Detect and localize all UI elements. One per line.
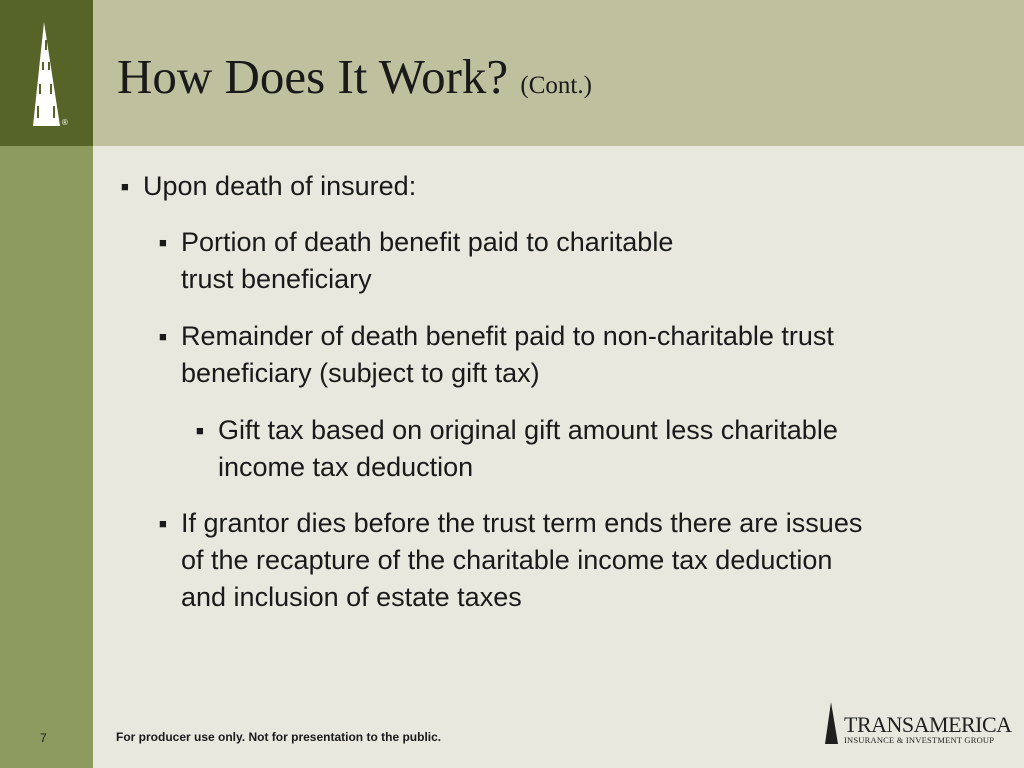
bullet-text-line: Gift tax based on original gift amount less charitable [218, 415, 838, 445]
bullet-item-level2 [159, 318, 981, 392]
pyramid-tower-small-icon [822, 702, 842, 746]
bullet-square-icon: ■ [121, 179, 129, 194]
brand-subtitle: INSURANCE & INVESTMENT GROUP [844, 735, 995, 745]
bullet-item-level2 [159, 224, 981, 298]
transamerica-logo [822, 702, 1012, 750]
bullet-square-icon: ■ [196, 423, 204, 438]
bullet-text-line: and inclusion of estate taxes [181, 582, 522, 612]
bullet-text-line: beneficiary (subject to gift tax) [181, 358, 540, 388]
bullet-square-icon: ■ [159, 516, 167, 531]
bullet-text-line: income tax deduction [218, 452, 474, 482]
bullet-item-level3 [196, 412, 978, 486]
pyramid-tower-icon [0, 0, 93, 146]
slide-title [117, 49, 592, 104]
bullet-text-line: of the recapture of the charitable income tax deduction [181, 545, 833, 575]
bullet-text-line: Portion of death benefit paid to charitable [181, 227, 674, 257]
page-number: 7 [40, 731, 47, 745]
logo-box [0, 0, 93, 146]
bullet-text-line: trust beneficiary [181, 264, 372, 294]
bullet-item-level1 [121, 168, 1003, 205]
footer-disclaimer: For producer use only. Not for presentation to the public. [116, 730, 442, 744]
bullet-text: Upon death of insured: [143, 171, 417, 201]
bullet-square-icon: ■ [159, 329, 167, 344]
bullet-square-icon: ■ [159, 235, 167, 250]
bullet-text-line: If grantor dies before the trust term ends there are issues [181, 508, 863, 538]
title-main: How Does It Work? [117, 49, 509, 104]
title-suffix: (Cont.) [520, 72, 592, 99]
registered-mark: ® [62, 118, 68, 127]
brand-name: TRANSAMERICA [844, 712, 1012, 737]
bullet-text-line: Remainder of death benefit paid to non-charitable trust [181, 321, 834, 351]
bullet-item-level2 [159, 505, 981, 616]
